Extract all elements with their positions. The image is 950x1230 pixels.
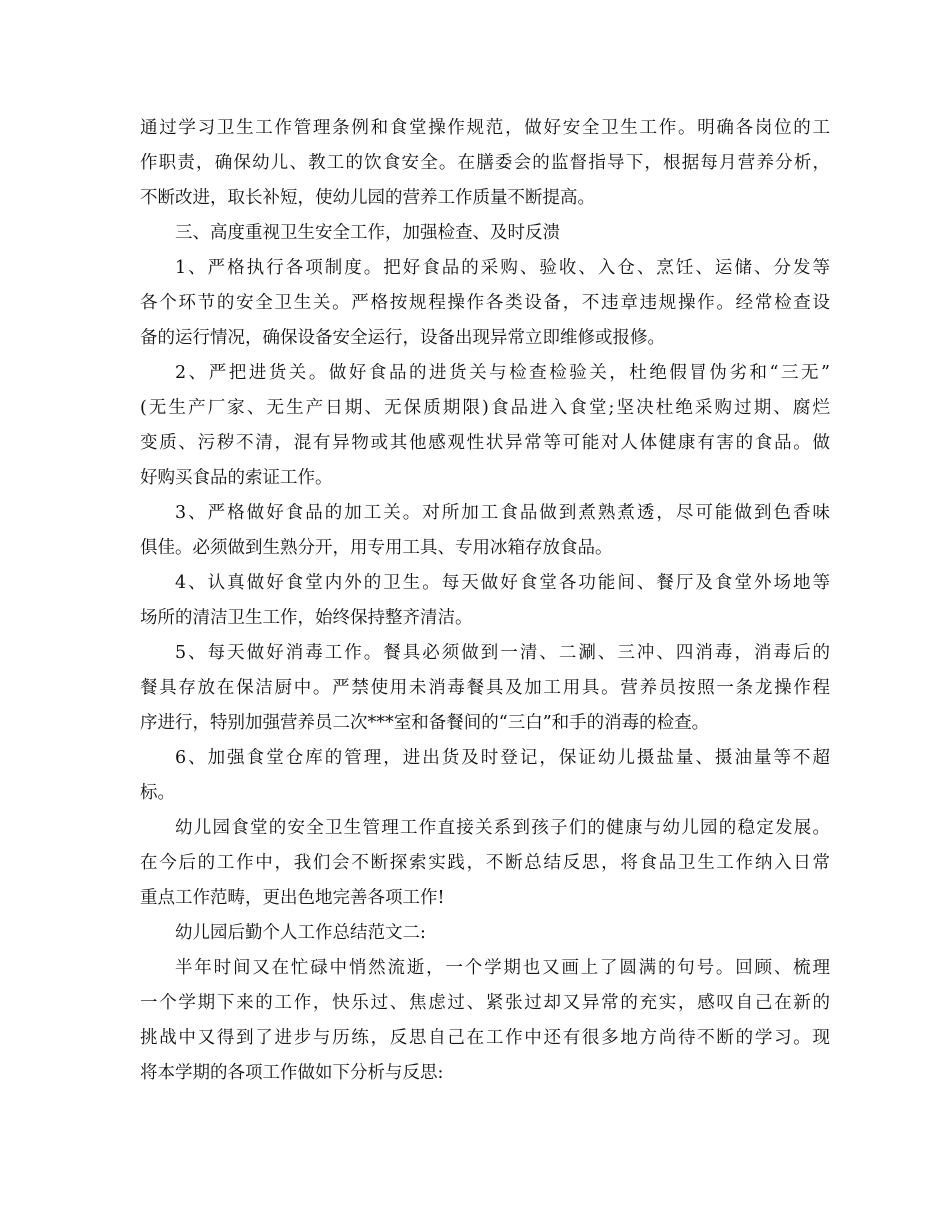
text-line: 备的运行情况，确保设备安全运行，设备出现异常立即维修或报修。 bbox=[140, 328, 665, 348]
text-line: 好购买食品的索证工作。 bbox=[140, 468, 333, 488]
text-line: 半年时间又在忙碌中悄然流逝，一个学期也又画上了圆满的句号。回顾、梳理 bbox=[175, 958, 830, 978]
text-line: 在今后的工作中，我们会不断探索实践，不断总结反思，将食品卫生工作纳入日常 bbox=[140, 853, 830, 873]
document-body bbox=[140, 111, 830, 1091]
text-line: 通过学习卫生工作管理条例和食堂操作规范，做好安全卫生工作。明确各岗位的工 bbox=[140, 118, 830, 138]
text-line: 变质、污秽不清，混有异物或其他感观性状异常等可能对人体健康有害的食品。做 bbox=[140, 433, 830, 453]
text-line: 俱佳。必须做到生熟分开，用专用工具、专用冰箱存放食品。 bbox=[140, 538, 613, 558]
text-line: 挑战中又得到了进步与历练，反思自己在工作中还有很多地方尚待不断的学习。现 bbox=[140, 1028, 830, 1048]
text-line: 各个环节的安全卫生关。严格按规程操作各类设备，不违章违规操作。经常检查设 bbox=[140, 293, 830, 313]
section-heading: 幼儿园后勤个人工作总结范文二: bbox=[175, 923, 426, 943]
text-line: 6、加强食堂仓库的管理，进出货及时登记，保证幼儿摄盐量、摄油量等不超 bbox=[175, 748, 830, 768]
text-line: 2、严把进货关。做好食品的进货关与检查检验关，杜绝假冒伪劣和“三无” bbox=[175, 363, 830, 383]
text-line: 幼儿园食堂的安全卫生管理工作直接关系到孩子们的健康与幼儿园的稳定发展。 bbox=[175, 818, 830, 838]
text-line: 4、认真做好食堂内外的卫生。每天做好食堂各功能间、餐厅及食堂外场地等 bbox=[175, 573, 830, 593]
text-line: 1、严格执行各项制度。把好食品的采购、验收、入仓、烹饪、运储、分发等 bbox=[175, 258, 830, 278]
text-line: 序进行，特别加强营养员二次***室和备餐间的“三白”和手的消毒的检查。 bbox=[140, 713, 710, 733]
text-line: 重点工作范畴，更出色地完善各项工作! bbox=[140, 888, 445, 908]
section-heading: 三、高度重视卫生安全工作，加强检查、及时反溃 bbox=[175, 223, 560, 243]
text-line: 标。 bbox=[140, 783, 175, 803]
text-line: 作职责，确保幼儿、教工的饮食安全。在膳委会的监督指导下，根据每月营养分析， bbox=[140, 153, 830, 173]
text-line: 一个学期下来的工作，快乐过、焦虑过、紧张过却又异常的充实，感叹自己在新的 bbox=[140, 993, 830, 1013]
text-line: 餐具存放在保洁厨中。严禁使用未消毒餐具及加工用具。营养员按照一条龙操作程 bbox=[140, 678, 830, 698]
text-line: 5、每天做好消毒工作。餐具必须做到一清、二涮、三冲、四消毒，消毒后的 bbox=[175, 643, 830, 663]
text-line: 将本学期的各项工作做如下分析与反思: bbox=[140, 1063, 444, 1083]
text-line: 3、严格做好食品的加工关。对所加工食品做到煮熟煮透，尽可能做到色香味 bbox=[175, 503, 830, 523]
text-line: 场所的清洁卫生工作，始终保持整齐清洁。 bbox=[140, 608, 473, 628]
text-line: 不断改进，取长补短，使幼儿园的营养工作质量不断提高。 bbox=[140, 188, 595, 208]
text-line: (无生产厂家、无生产日期、无保质期限)食品进入食堂;坚决杜绝采购过期、腐烂 bbox=[140, 398, 830, 418]
